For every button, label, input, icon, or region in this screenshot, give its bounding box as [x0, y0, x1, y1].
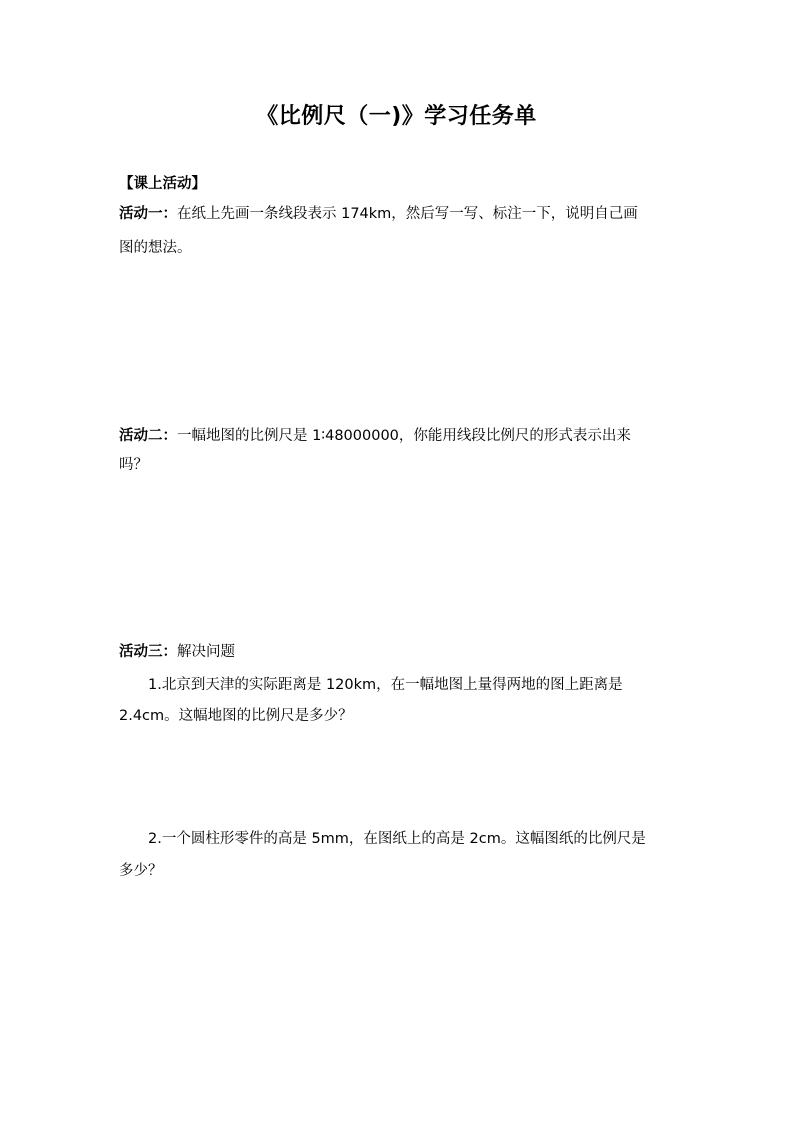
question-one-line-2: 2.4cm。这幅地图的比例尺是多少？: [119, 708, 353, 724]
document-title: 《比例尺（一)》学习任务单: [256, 104, 537, 129]
activity-one-text: 在纸上先画一条线段表示 174km，然后写一写、标注一下，说明自己画: [177, 206, 638, 222]
activity-one-line-2: 图的想法。: [119, 240, 192, 256]
section-heading: 【课上活动】: [119, 176, 206, 192]
activity-two-line-2: 吗？: [119, 457, 148, 473]
activity-three-heading: [119, 642, 235, 662]
activity-three-label: 活动三：: [119, 644, 177, 660]
question-two-line-1: 2.一个圆柱形零件的高是 5mm，在图纸上的高是 2cm。这幅图纸的比例尺是: [148, 831, 646, 847]
activity-two-line-1: [119, 426, 631, 446]
activity-two-label: 活动二：: [119, 428, 177, 444]
activity-two-text: 一幅地图的比例尺是 1∶48000000，你能用线段比例尺的形式表示出来: [177, 428, 631, 444]
activity-three-text: 解决问题: [177, 644, 235, 660]
activity-one-label: 活动一：: [119, 206, 177, 222]
question-two-line-2: 多少？: [119, 863, 163, 879]
question-one-line-1: 1.北京到天津的实际距离是 120km，在一幅地图上量得两地的图上距离是: [148, 677, 623, 693]
activity-one-line-1: [119, 204, 638, 224]
